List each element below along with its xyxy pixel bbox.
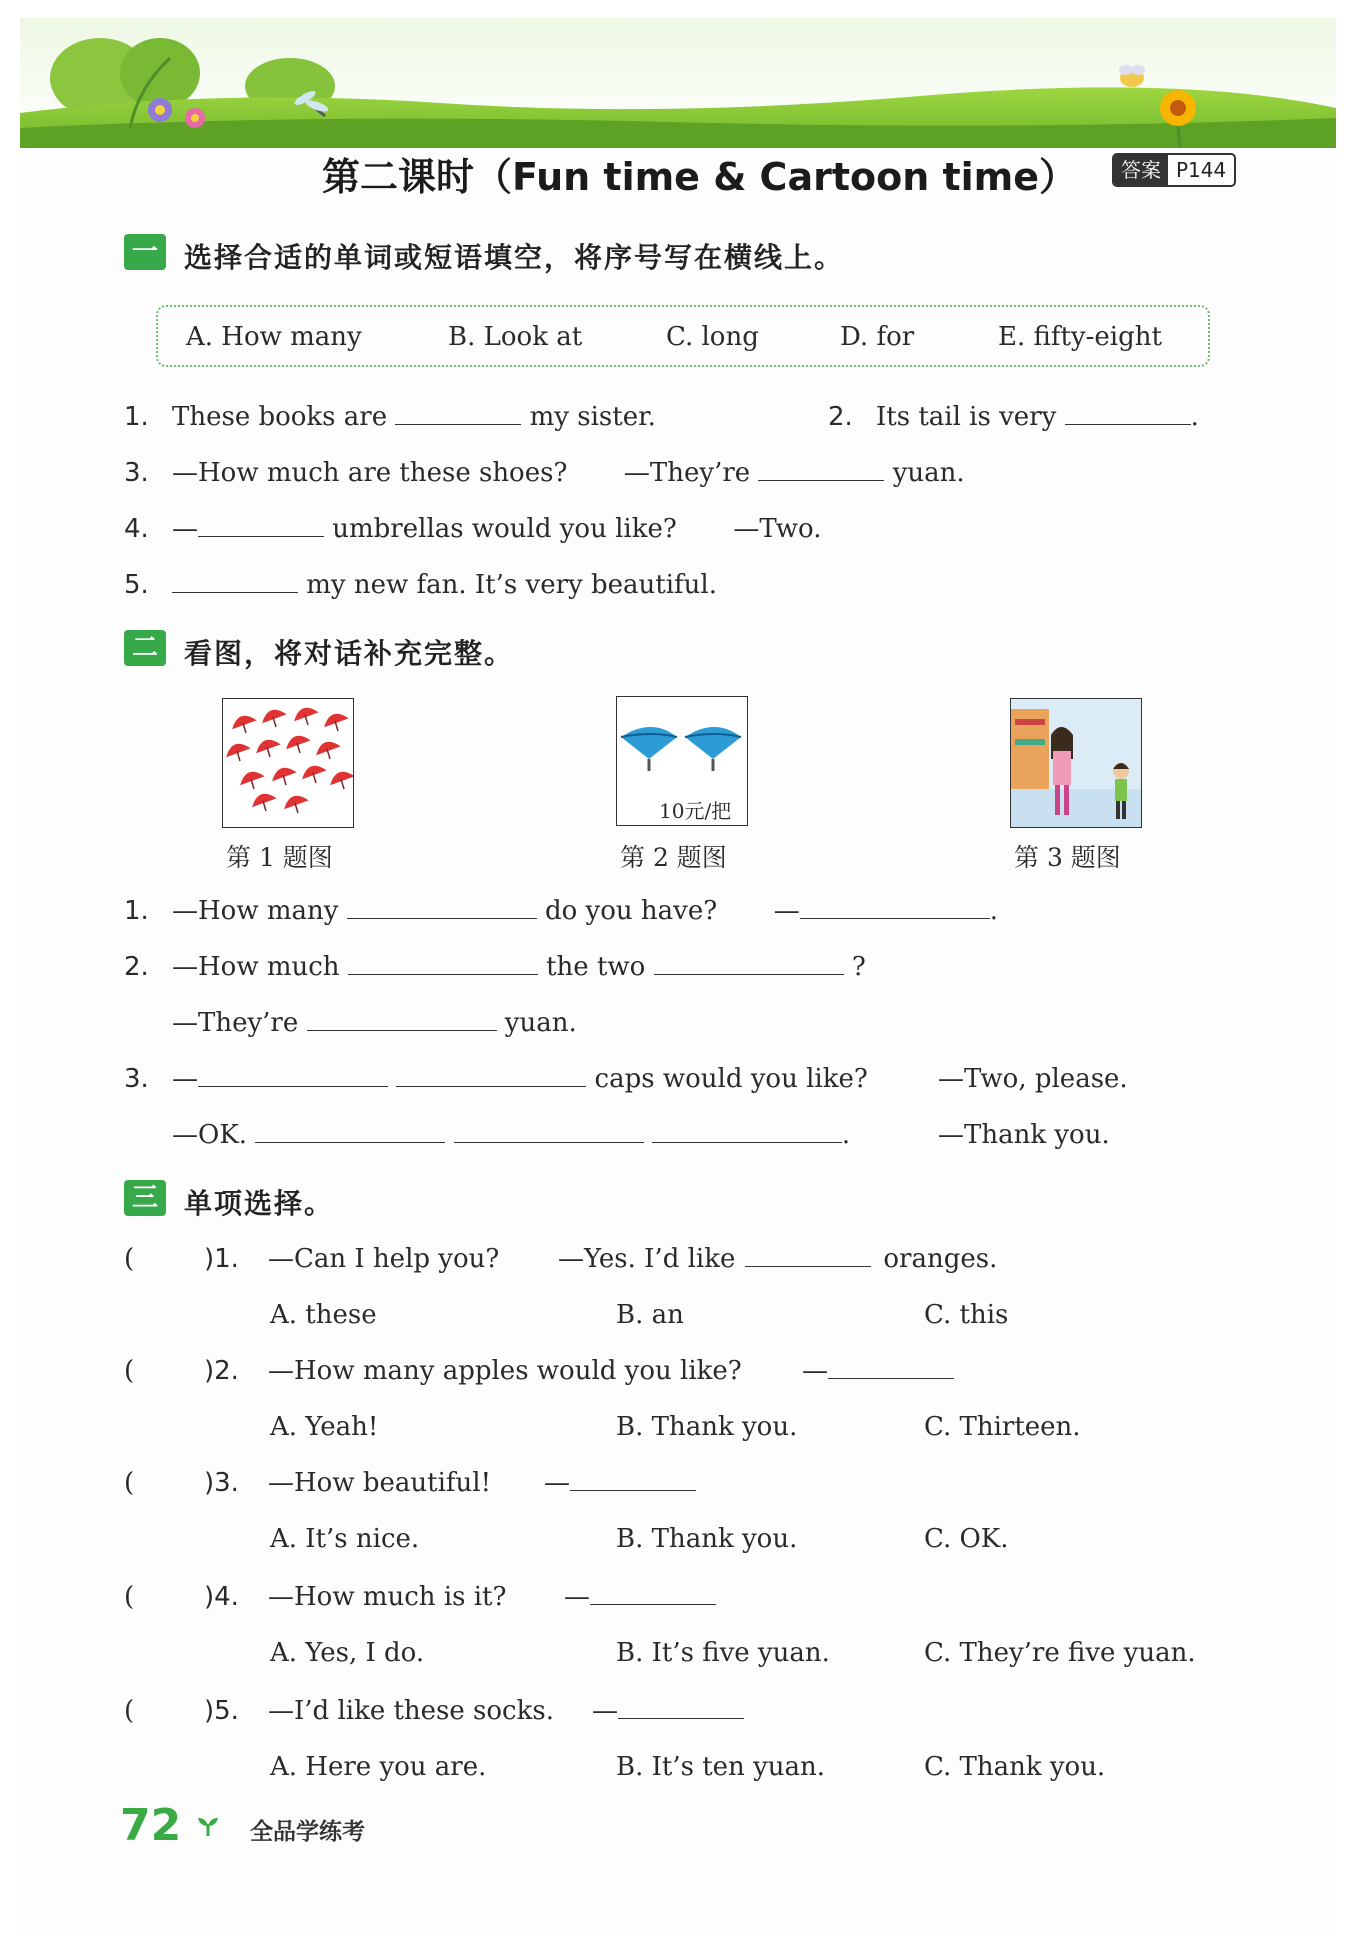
umbrella-mark (249, 790, 277, 811)
option-d: D. for (840, 322, 915, 352)
s2-q3-blank-5[interactable] (652, 1141, 842, 1143)
s1-q3-number: 3. (124, 458, 149, 488)
section-2-title: 看图，将对话补充完整。 (184, 637, 515, 670)
umbrella-mark (223, 740, 251, 761)
choice-a[interactable]: A. Here you are. (270, 1752, 487, 1782)
s2-q1-text-c: — (773, 896, 800, 926)
question-text: —How much is it? (268, 1582, 507, 1612)
umbrella-mark (321, 710, 349, 731)
s2-q3-text-e: . (841, 1120, 851, 1150)
s2-q2-text-b: the two (546, 952, 646, 982)
umbrella-mark (299, 762, 327, 783)
s2-q3-reply: —Two, please. (938, 1064, 1128, 1094)
figure-3-caption: 第 3 题图 (1014, 843, 1121, 872)
choice-c[interactable]: C. this (924, 1300, 1009, 1330)
s1-q5 (172, 570, 717, 600)
s2-q3-number: 3. (124, 1064, 149, 1094)
choice-a[interactable]: A. Yeah! (270, 1412, 379, 1442)
option-e: E. fifty-eight (998, 322, 1162, 352)
s2-q1-number: 1. (124, 896, 149, 926)
s2-q3-blank-2[interactable] (396, 1085, 586, 1087)
landscape-illustration (20, 18, 1336, 148)
s2-q2-blank-3[interactable] (307, 1029, 497, 1031)
response-blank[interactable] (590, 1603, 716, 1605)
answer-slot[interactable] (140, 1696, 200, 1726)
s2-q2-text-d: —They’re (172, 1008, 299, 1038)
umbrella-mark (313, 738, 341, 759)
figure-1 (222, 698, 354, 828)
answer-paren-open: ( (124, 1468, 135, 1498)
choice-c[interactable]: C. Thank you. (924, 1752, 1106, 1782)
choice-a[interactable]: A. these (270, 1300, 377, 1330)
umbrella-mark (259, 706, 287, 727)
s1-q1-text-a: These books are (172, 402, 388, 432)
figure-3 (1010, 698, 1142, 828)
s1-q2-blank[interactable] (1065, 423, 1191, 425)
answer-paren-open: ( (124, 1356, 135, 1386)
s2-q3-blank-4[interactable] (454, 1141, 644, 1143)
answer-page: P144 (1176, 158, 1227, 182)
choice-b[interactable]: B. It’s five yuan. (616, 1638, 830, 1668)
s1-q5-number: 5. (124, 570, 149, 600)
response-line (558, 1244, 997, 1274)
s2-q2-text-a: —How much (172, 952, 340, 982)
choice-a[interactable]: A. It’s nice. (270, 1524, 420, 1554)
s2-q1 (172, 896, 998, 926)
s1-q4-blank[interactable] (198, 535, 324, 537)
answer-slot[interactable] (140, 1468, 200, 1498)
s2-q1-text-d: . (989, 896, 998, 926)
umbrella-mark (283, 732, 311, 753)
s1-q5-text-b: my new fan. It’s very beautiful. (306, 570, 717, 600)
question-number: )3. (204, 1468, 239, 1498)
answer-slot[interactable] (140, 1582, 200, 1612)
s2-q3-line2 (172, 1120, 850, 1150)
answer-slot[interactable] (140, 1356, 200, 1386)
s1-q1-text-b: my sister. (529, 402, 656, 432)
umbrella-mark (327, 768, 353, 789)
s1-q1-blank[interactable] (395, 423, 521, 425)
section-1-title: 选择合适的单词或短语填空，将序号写在横线上。 (184, 241, 845, 274)
question-number: )1. (204, 1244, 239, 1274)
s1-q3-blank[interactable] (758, 479, 884, 481)
umbrella-mark (237, 768, 265, 789)
s1-q1-number: 1. (124, 402, 149, 432)
umbrella-mark (291, 704, 319, 725)
umbrella-mark (253, 736, 281, 757)
s2-q2 (172, 952, 866, 982)
s2-q3-blank-1[interactable] (198, 1085, 388, 1087)
answer-label: 答案 (1114, 155, 1168, 185)
question-number: )5. (204, 1696, 239, 1726)
s1-q2-number: 2. (828, 402, 853, 432)
figure-1-caption: 第 1 题图 (226, 843, 333, 872)
choice-b[interactable]: B. Thank you. (616, 1412, 798, 1442)
section-1-icon: 一 (124, 234, 166, 270)
choice-b[interactable]: B. It’s ten yuan. (616, 1752, 826, 1782)
response-text: —Yes. I’d like (558, 1244, 736, 1274)
choice-a[interactable]: A. Yes, I do. (270, 1638, 425, 1668)
s1-q4-number: 4. (124, 514, 149, 544)
answer-paren-open: ( (124, 1696, 135, 1726)
s1-q3 (172, 458, 965, 488)
response-blank[interactable] (570, 1489, 696, 1491)
s2-q2-number: 2. (124, 952, 149, 982)
response-text: — (544, 1468, 570, 1498)
shop-scene-icon (1011, 699, 1141, 827)
question-text: —How many apples would you like? (268, 1356, 742, 1386)
question-text: —Can I help you? (268, 1244, 500, 1274)
s2-q2-blank-2[interactable] (654, 973, 844, 975)
choice-c[interactable]: C. OK. (924, 1524, 1009, 1554)
s2-q2-text-e: yuan. (504, 1008, 577, 1038)
umbrella-mark (269, 764, 297, 785)
s1-q2-text-a: Its tail is very (876, 402, 1057, 432)
response-blank[interactable] (618, 1717, 744, 1719)
response-blank[interactable] (828, 1377, 954, 1379)
s1-q3-text-b: —They’re (623, 458, 751, 488)
page-number: 72 (120, 1800, 182, 1851)
response-text: — (802, 1356, 828, 1386)
answer-reference-badge (1112, 153, 1236, 187)
choice-c[interactable]: C. Thirteen. (924, 1412, 1081, 1442)
response-text: — (564, 1582, 590, 1612)
s2-q3-blank-3[interactable] (255, 1141, 445, 1143)
s1-q1 (172, 402, 656, 432)
s1-q2-text-b: . (1190, 402, 1199, 432)
option-b: B. Look at (448, 322, 583, 352)
s2-q2-text-c: ? (851, 952, 866, 982)
question-number: )4. (204, 1582, 239, 1612)
section-3-title: 单项选择。 (184, 1187, 335, 1220)
umbrellas-icon (223, 699, 353, 827)
answer-slot[interactable] (140, 1244, 200, 1274)
s2-q3-thanks: —Thank you. (938, 1120, 1110, 1150)
s2-q1-blank-1[interactable] (347, 917, 537, 919)
header-banner (20, 18, 1336, 148)
fans-icon (617, 697, 747, 797)
response-blank[interactable] (745, 1265, 871, 1267)
s2-q3-text-b: caps would you like? (594, 1064, 868, 1094)
question-number: )2. (204, 1356, 239, 1386)
s2-q3-text-a: — (172, 1064, 198, 1094)
s1-q4-text-a: — (172, 514, 198, 544)
s1-q4-text-b: umbrellas would you like? (332, 514, 677, 544)
option-a: A. How many (186, 322, 362, 352)
option-c: C. long (666, 322, 759, 352)
s2-q3 (172, 1064, 868, 1094)
s1-q3-text-a: —How much are these shoes? (172, 458, 568, 488)
choice-b[interactable]: B. Thank you. (616, 1524, 798, 1554)
section-3-icon: 三 (124, 1180, 166, 1216)
s1-q5-blank[interactable] (172, 591, 298, 593)
response-line (592, 1696, 744, 1726)
s2-q3-text-d: —OK. (172, 1120, 248, 1150)
question-text: —How beautiful! (268, 1468, 492, 1498)
response-text-after: oranges. (883, 1244, 998, 1274)
s1-q4 (172, 514, 821, 544)
figure-2-caption: 第 2 题图 (620, 843, 727, 872)
response-line (544, 1468, 696, 1498)
figure-2 (616, 696, 748, 826)
fan-price-label: 10元/把 (659, 799, 732, 823)
s2-q1-text-a: —How many (172, 896, 339, 926)
s1-q2 (876, 402, 1199, 432)
section-2-icon: 二 (124, 630, 166, 666)
sprout-icon (196, 1814, 220, 1842)
answer-paren-open: ( (124, 1582, 135, 1612)
s2-q1-text-b: do you have? (544, 896, 718, 926)
s2-q1-blank-2[interactable] (800, 917, 990, 919)
s2-q2-response (172, 1008, 577, 1038)
bee-icon (1119, 65, 1145, 87)
response-line (802, 1356, 954, 1386)
question-text: —I’d like these socks. (268, 1696, 554, 1726)
choice-b[interactable]: B. an (616, 1300, 684, 1330)
s2-q2-blank-1[interactable] (348, 973, 538, 975)
book-name: 全品学练考 (250, 1819, 365, 1845)
umbrella-mark (229, 712, 257, 733)
umbrella-mark (281, 792, 309, 813)
s1-q3-text-c: yuan. (892, 458, 965, 488)
page-title: 第二课时（Fun time & Cartoon time） (322, 155, 1078, 199)
response-text: — (592, 1696, 618, 1726)
choice-c[interactable]: C. They’re five yuan. (924, 1638, 1196, 1668)
response-line (564, 1582, 716, 1612)
s1-q4-text-c: —Two. (733, 514, 822, 544)
answer-paren-open: ( (124, 1244, 135, 1274)
